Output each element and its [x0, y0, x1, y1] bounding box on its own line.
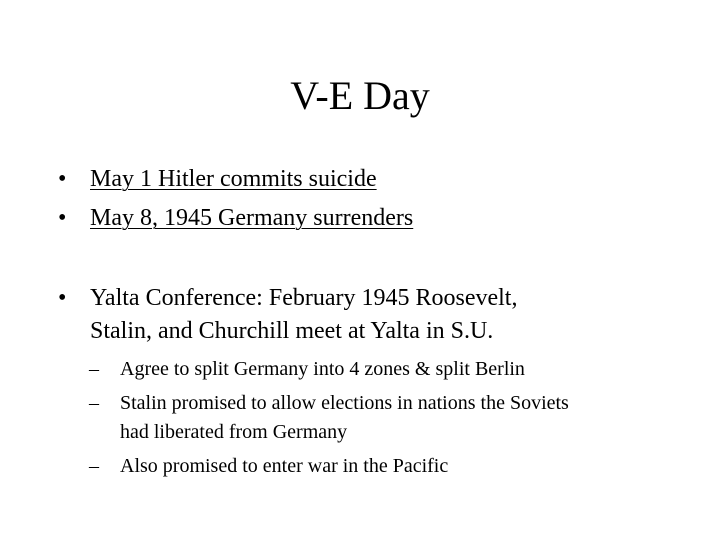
slide-title: V-E Day — [290, 73, 430, 118]
bullet-text: May 8, 1945 Germany surrenders — [90, 205, 414, 231]
bullet-marker: • — [58, 205, 67, 231]
sub-bullet-marker: – — [89, 392, 99, 414]
sub-bullet-text: Also promised to enter war in the Pacific — [120, 455, 449, 477]
sub-bullet-text-line-1: Stalin promised to allow elections in nations the Soviets — [120, 392, 569, 414]
bullet-text: May 1 Hitler commits suicide — [90, 166, 377, 192]
bullet-marker: • — [58, 285, 67, 311]
bullet-text-line-1: Yalta Conference: February 1945 Roosevelt, — [90, 285, 518, 311]
sub-bullet-marker: – — [89, 358, 99, 380]
bullet-marker: • — [58, 166, 67, 192]
sub-bullet-marker: – — [89, 455, 99, 477]
sub-bullet-text-line-2: had liberated from Germany — [120, 421, 348, 443]
sub-bullet-text: Agree to split Germany into 4 zones & split Berlin — [120, 358, 525, 380]
bullet-text-line-2: Stalin, and Churchill meet at Yalta in S.U. — [90, 318, 494, 344]
